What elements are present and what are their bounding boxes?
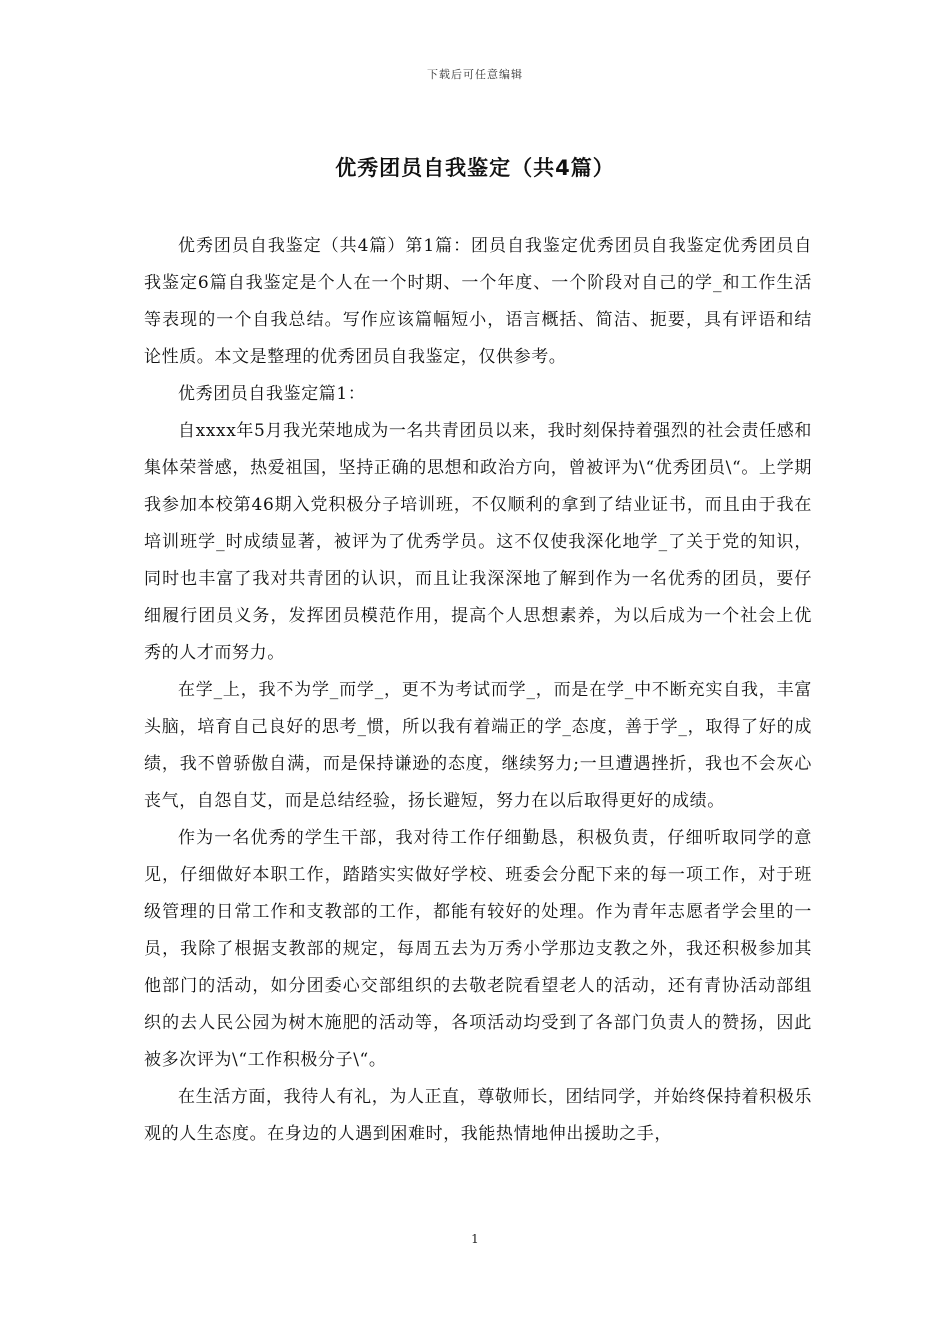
page-number: 1 bbox=[471, 1232, 479, 1246]
header-note: 下载后可任意编辑 bbox=[427, 68, 523, 81]
paragraph-study: 在学_上，我不为学_而学_，更不为考试而学_，而是在学_中不断充实自我，丰富头脑，培育自己良好的思考_惯，所以我有着端正的学_态度，善于学_，取得了好的成绩，我不曾骄傲自满，而是保持谦逊的态度，继续努力;一旦遭遇挫折，我也不会灰心丧气，自怨自艾，而是总结经验，扬长避短，努力在以后取得更好的成绩。 bbox=[144, 680, 812, 811]
paragraph-work: 作为一名优秀的学生干部，我对待工作仔细勤恳，积极负责，仔细听取同学的意见，仔细做好本职工作，踏踏实实做好学校、班委会分配下来的每一项工作，对于班级管理的日常工作和支教部的工作，都能有较好的处理。作为青年志愿者学会里的一员，我除了根据支教部的规定，每周五去为万秀小学那边支教之外，我还积极参加其他部门的活动，如分团委心交部组织的去敬老院看望老人的活动，还有青协活动部组织的去人民公园为树木施肥的活动等，各项活动均受到了各部门负责人的赞扬，因此被多次评为\“工作积极分子\“。 bbox=[144, 828, 812, 1070]
paragraph-life: 在生活方面，我待人有礼，为人正直，尊敬师长，团结同学，并始终保持着积极乐观的人生态度。在身边的人遇到困难时，我能热情地伸出援助之手， bbox=[144, 1087, 812, 1144]
paragraph-honors: 自xxxx年5月我光荣地成为一名共青团员以来，我时刻保持着强烈的社会责任感和集体荣誉感，热爱祖国，坚持正确的思想和政治方向，曾被评为\“优秀团员\“。上学期我参加本校第46期入党积极分子培训班，不仅顺利的拿到了结业证书，而且由于我在培训班学_时成绩显著，被评为了优秀学员。这不仅使我深化地学_了关于党的知识，同时也丰富了我对共青团的认识，而且让我深深地了解到作为一名优秀的团员，要仔细履行团员义务，发挥团员模范作用，提高个人思想素养，为以后成为一个社会上优秀的人才而努力。 bbox=[144, 421, 812, 663]
document-body bbox=[144, 228, 812, 1153]
paragraph-intro: 优秀团员自我鉴定（共4篇）第1篇：团员自我鉴定优秀团员自我鉴定优秀团员自我鉴定6篇自我鉴定是个人在一个时期、一个年度、一个阶段对自己的学_和工作生活等表现的一个自我总结。写作应该篇幅短小，语言概括、简洁、扼要，具有评语和结论性质。本文是整理的优秀团员自我鉴定，仅供参考。 bbox=[144, 236, 812, 367]
document-title: 优秀团员自我鉴定（共4篇） bbox=[335, 156, 615, 180]
paragraph-section-heading: 优秀团员自我鉴定篇1： bbox=[178, 384, 366, 404]
